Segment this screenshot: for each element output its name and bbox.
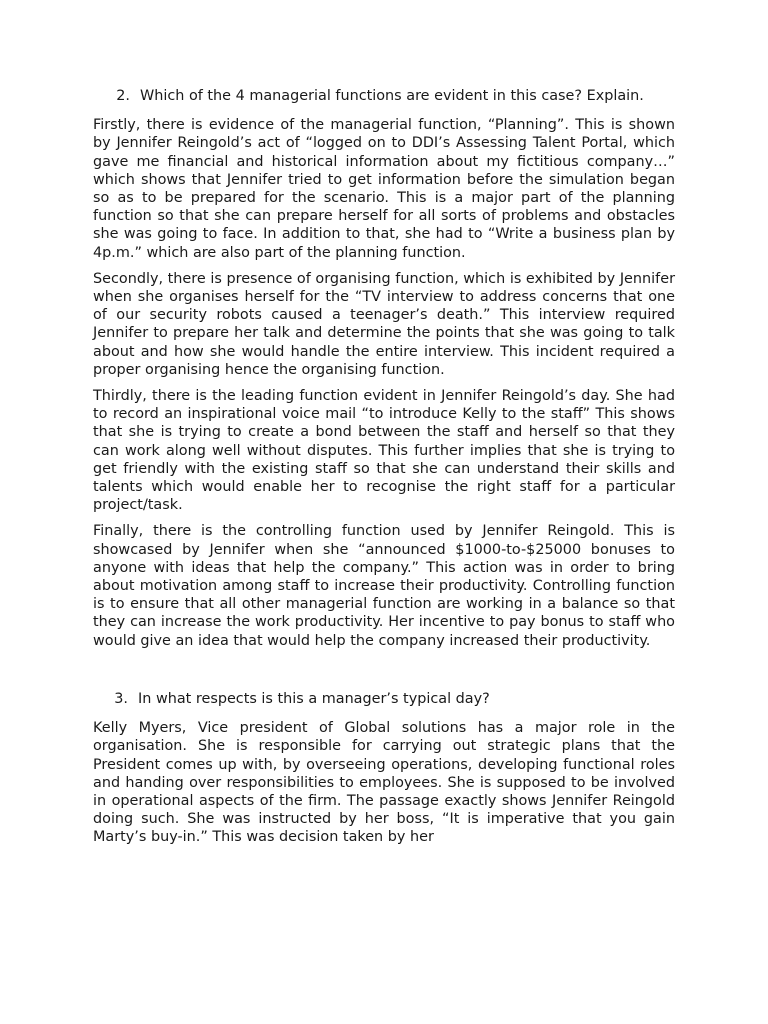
paragraph-typical-day: Kelly Myers, Vice president of Global solutions has a major role in the organisation. She is responsible for carrying out strategic plans that the President comes up with, by overseeing operations, developing functional roles and handing over responsibilities to employees. She is supposed to be involved in operational aspects of the firm. The passage exactly shows Jennifer Reingold doing such. She was instructed by her boss, “It is imperative that you gain Marty’s buy-in.” This was decision taken by her	[93, 720, 675, 846]
paragraph-planning: Firstly, there is evidence of the managerial function, “Planning”. This is shown by Jennifer Reingold’s act of “logged on to DDI’s Assessing Talent Portal, which gave me financial and historical information about my fictitious company…” which shows that Jennifer tried to get information before the simulation began so as to be prepared for the scenario. This is a major part of the planning function so that she can prepare herself for all sorts of problems and obstacles she was going to face. In addition to that, she had to “Write a business plan by 4p.m.” which are also part of the planning function.	[93, 117, 675, 261]
question-3	[93, 690, 675, 708]
question-2-text: Which of the 4 managerial functions are evident in this case? Explain.	[140, 88, 644, 104]
question-3-number: 3.	[114, 690, 128, 707]
question-2-number: 2.	[116, 88, 130, 104]
question-3-text: In what respects is this a manager’s typical day?	[138, 690, 490, 707]
paragraph-leading: Thirdly, there is the leading function evident in Jennifer Reingold’s day. She had to record an inspirational voice mail “to introduce Kelly to the staff” This shows that she is trying to create a bond between the staff and herself so that they can work along well without disputes. This further implies that she is trying to get friendly with the existing staff so that she can understand their skills and talents which would enable her to recognise the right staff for a particular project/task.	[93, 388, 675, 514]
question-2	[93, 87, 675, 105]
paragraph-organising: Secondly, there is presence of organising function, which is exhibited by Jennifer when she organises herself for the “TV interview to address concerns that one of our security robots caused a teenager’s death.” This interview required Jennifer to prepare her talk and determine the points that she was going to talk about and how she would handle the entire interview. This incident required a proper organising hence the organising function.	[93, 270, 675, 378]
document-body	[93, 87, 675, 855]
paragraph-controlling: Finally, there is the controlling function used by Jennifer Reingold. This is showcased by Jennifer when she “announced $1000-to-$25000 bonuses to anyone with ideas that help the company.” This action was in order to bring about motivation among staff to increase their productivity. Controlling function is to ensure that all other managerial function are working in a balance so that they can increase the work productivity. Her incentive to pay bonus to staff who would give an idea that would help the company increased their productivity.	[93, 523, 675, 649]
